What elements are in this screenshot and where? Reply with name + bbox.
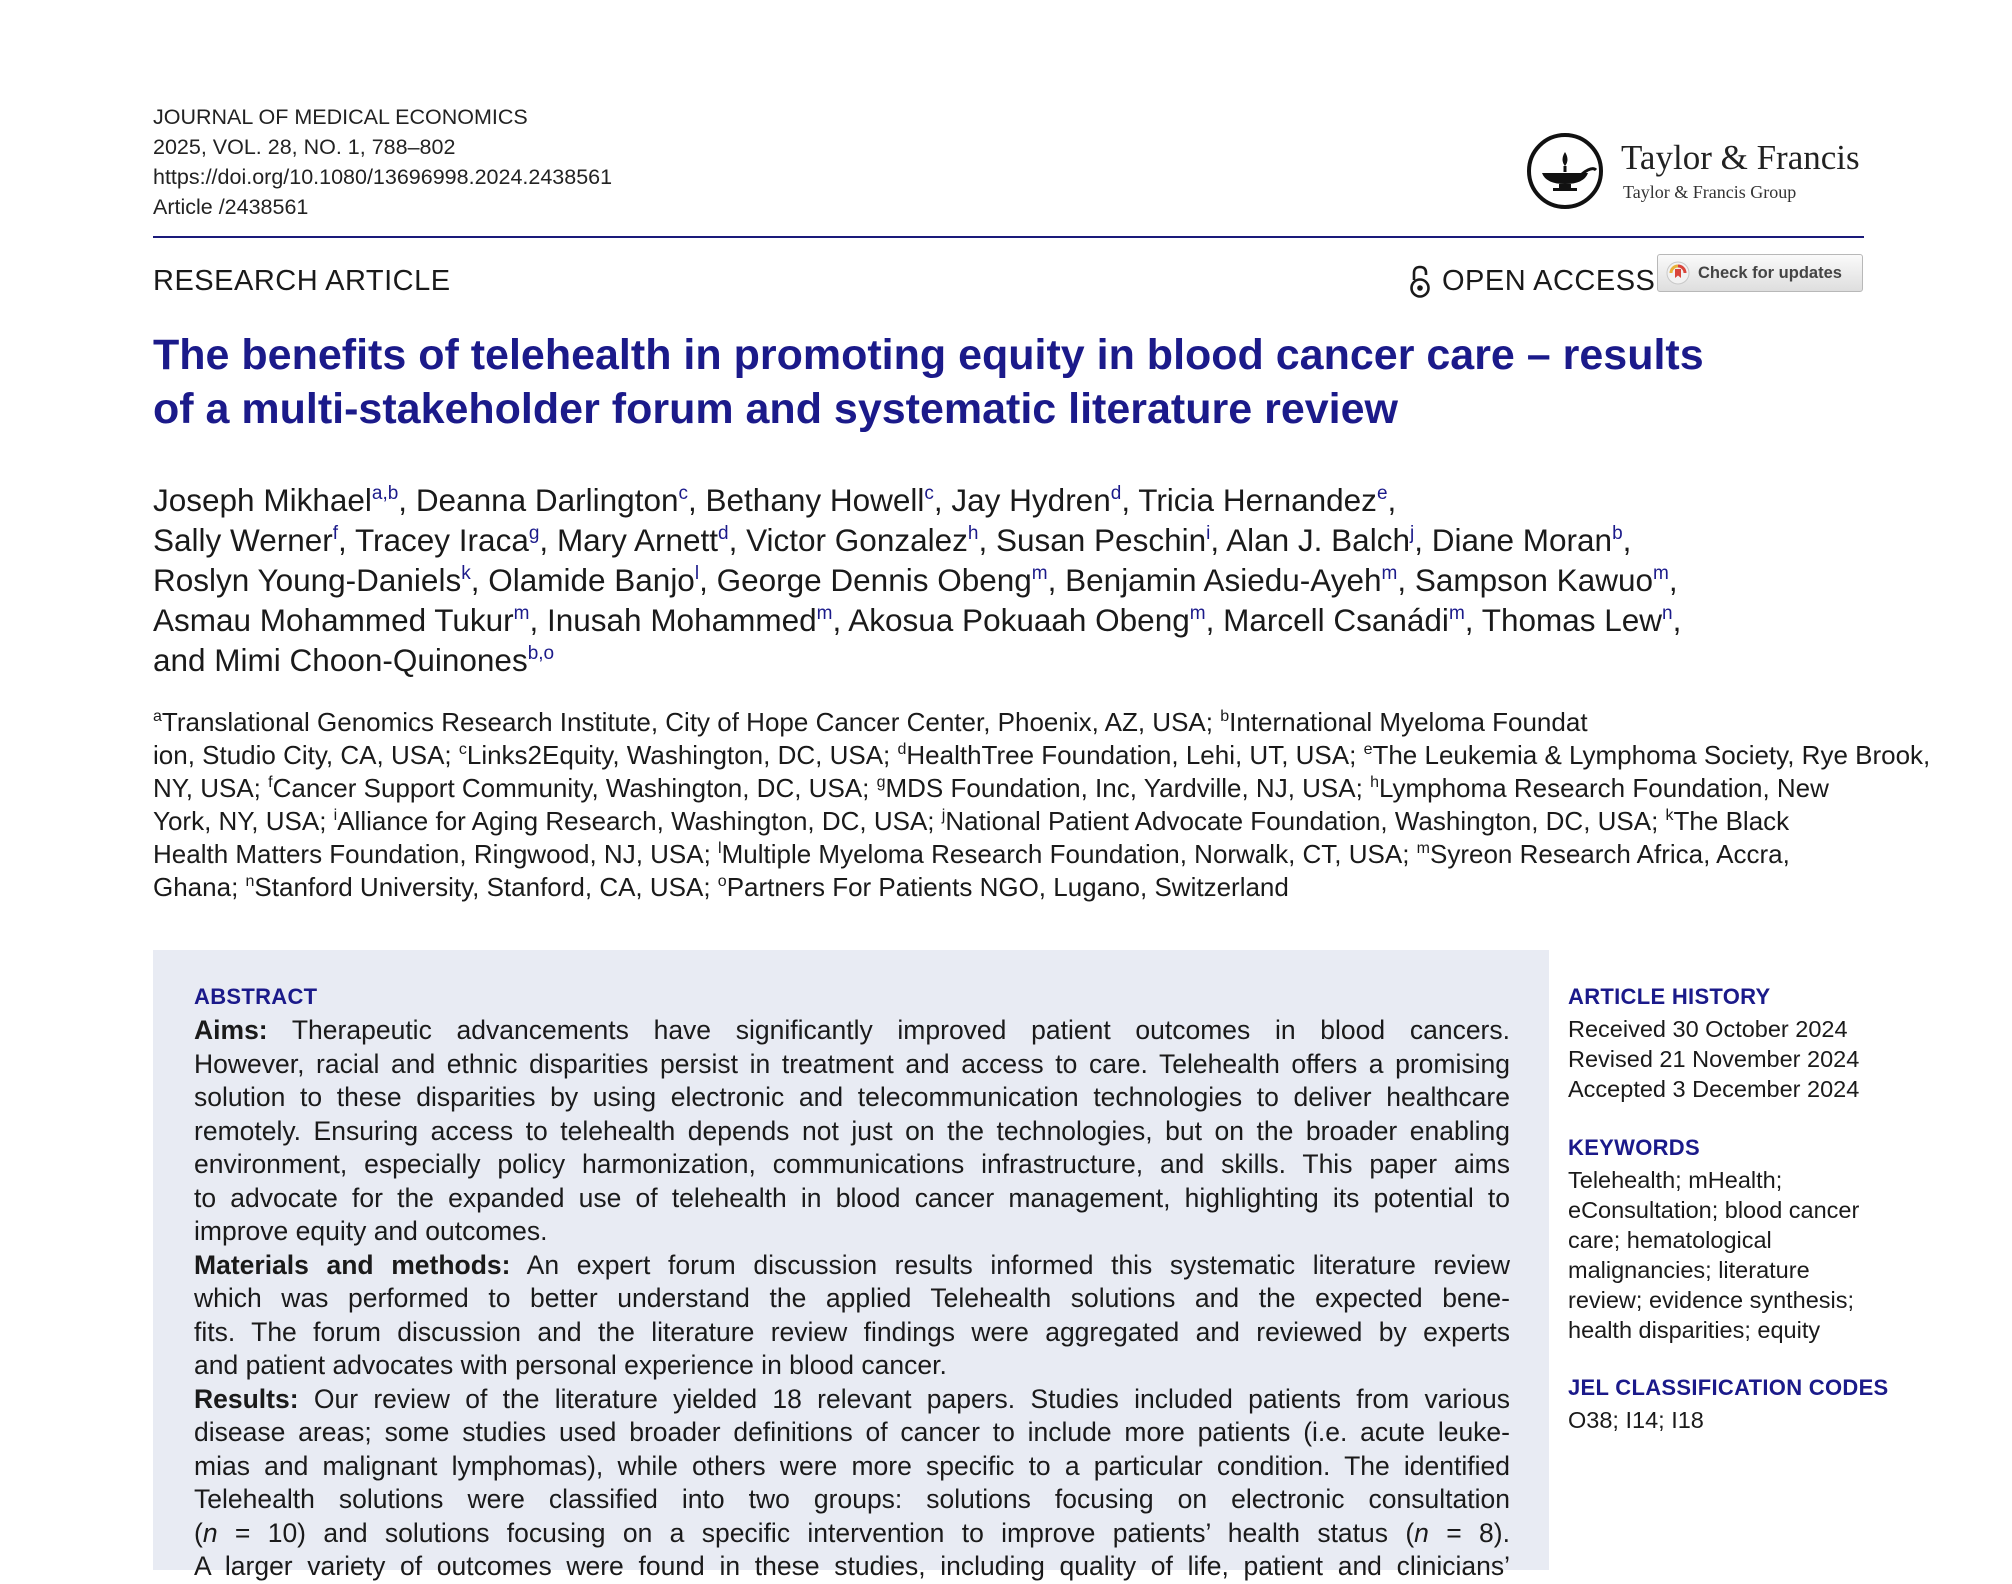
author-affiliation-mark[interactable]: n [1662, 603, 1673, 624]
author-affiliation-mark[interactable]: a,b [371, 483, 399, 504]
publisher-group: Taylor & Francis Group [1623, 182, 1797, 202]
abstract-line: (n = 10) and solutions focusing on a specific intervention to improve patients’ health status (n = 8). [194, 1517, 1510, 1548]
aims-label: Aims: [194, 1015, 268, 1045]
author-separator: , [1210, 522, 1227, 558]
header-rule [153, 236, 1864, 238]
affiliation-line [153, 805, 1930, 838]
revised-date: Revised 21 November 2024 [1568, 1046, 1860, 1072]
author-separator: , [338, 522, 355, 558]
keywords-line: health disparities; equity [1568, 1317, 1821, 1343]
affiliation-line [153, 871, 1930, 904]
abstract-heading: ABSTRACT [194, 984, 318, 1009]
affiliation-text: ion, Studio City, CA, USA; [153, 740, 459, 770]
abstract-line: Aims: Therapeutic advancements have significantly improved patient outcomes in blood cancers. [194, 1015, 1510, 1045]
author-name[interactable]: Deanna Darlington [415, 482, 679, 518]
keywords-line: eConsultation; blood cancer [1568, 1197, 1860, 1223]
affiliation-text: York, NY, USA; [153, 806, 334, 836]
author-line [153, 520, 1681, 560]
author-affiliation-mark[interactable]: m [816, 603, 833, 624]
author-line [153, 600, 1681, 640]
affiliations [153, 706, 1930, 904]
author-separator: , [1205, 602, 1224, 638]
author-list [153, 480, 1681, 680]
open-access-badge [1408, 264, 1655, 298]
open-access-label: OPEN ACCESS [1442, 264, 1656, 297]
author-affiliation-mark[interactable]: i [1206, 523, 1211, 544]
author-separator: , [1387, 482, 1397, 518]
abstract-line: mias and malignant lymphomas), while others were more specific to a particular condition. The identified [194, 1450, 1510, 1481]
keywords-line: review; evidence synthesis; [1568, 1287, 1855, 1313]
author-affiliation-mark[interactable]: b,o [527, 643, 555, 664]
author-affiliation-mark[interactable]: d [1110, 483, 1122, 504]
affiliation-mark: b [1220, 708, 1230, 725]
author-affiliation-mark[interactable]: m [1448, 603, 1465, 624]
abstract-line: remotely. Ensuring access to telehealth depends not just on the technologies, but on the broader enabling [194, 1115, 1510, 1146]
abstract-line: environment, especially policy harmonization, communications infrastructure, and skills. This paper aims [194, 1149, 1510, 1179]
affiliation-text: The Leukemia & Lymphoma Society, Rye Brook, [1372, 740, 1931, 770]
affiliation-mark: n [245, 873, 255, 890]
keywords-line: care; hematological [1568, 1227, 1772, 1253]
abstract-line: improve equity and outcomes. [194, 1216, 548, 1246]
article-number: Article /2438561 [153, 195, 309, 219]
affiliation-line [153, 739, 1930, 772]
affiliation-mark: g [876, 774, 886, 791]
author-separator: , [1414, 522, 1432, 558]
abstract-line: solution to these disparities by using electronic and telecommunication technologies to deliver healthcare [194, 1082, 1510, 1112]
abstract-line: Materials and methods: An expert forum discussion results informed this systematic literature review [194, 1249, 1511, 1280]
publisher-logo [1526, 132, 1864, 216]
author-separator: , [1121, 482, 1139, 518]
author-separator: , [1622, 522, 1632, 558]
author-separator: , [832, 602, 849, 638]
keywords-line: malignancies; literature [1568, 1257, 1810, 1283]
affiliation-text: The Black [1673, 806, 1790, 836]
author-affiliation-mark[interactable]: m [1653, 563, 1669, 584]
results-label: Results: [194, 1383, 299, 1414]
affiliation-mark: o [717, 873, 727, 890]
author-separator: , [933, 482, 952, 518]
author-name[interactable]: Benjamin Asiedu-Ayeh [1065, 562, 1382, 598]
author-separator: , [1668, 562, 1678, 598]
keywords-heading: KEYWORDS [1568, 1135, 1700, 1160]
affiliation-text: Cancer Support Community, Washington, DC, USA; [272, 773, 877, 803]
affiliation-mark: a [153, 708, 162, 725]
affiliation-text: International Myeloma Foundat [1229, 707, 1588, 737]
accepted-date: Accepted 3 December 2024 [1568, 1076, 1860, 1102]
affiliation-mark: f [268, 774, 273, 791]
affiliation-mark: h [1370, 774, 1379, 791]
author-name[interactable]: Sampson Kawuo [1414, 562, 1654, 598]
journal-name: JOURNAL OF MEDICAL ECONOMICS [153, 105, 528, 129]
abstract-body [194, 1014, 1510, 1584]
author-affiliation-mark[interactable]: k [461, 563, 471, 584]
affiliation-text: Lymphoma Research Foundation, New [1378, 773, 1829, 803]
author-separator: , [1672, 602, 1682, 638]
author-affiliation-mark[interactable]: g [528, 523, 540, 544]
author-name[interactable]: Susan Peschin [995, 522, 1207, 558]
author-name[interactable]: Tricia Hernandez [1138, 482, 1377, 518]
author-affiliation-mark[interactable]: f [332, 523, 339, 544]
check-for-updates-button[interactable] [1657, 254, 1863, 292]
bookmark-update-icon [1666, 261, 1690, 285]
jel-section [1568, 1375, 1889, 1435]
author-name[interactable]: Jay Hydren [951, 482, 1111, 518]
author-name[interactable]: and Mimi Choon-Quinones [153, 642, 528, 678]
author-name[interactable]: George Dennis Obeng [716, 562, 1032, 598]
affiliation-mark: c [458, 741, 467, 758]
author-name[interactable]: Roslyn Young-Daniels [153, 562, 462, 598]
title-line-1: The benefits of telehealth in promoting equity in blood cancer care – results [153, 331, 1704, 379]
author-separator: , [1047, 562, 1066, 598]
jel-heading: JEL CLASSIFICATION CODES [1568, 1375, 1889, 1400]
author-name[interactable]: Mary Arnett [556, 522, 718, 558]
affiliation-text: NY, USA; [153, 773, 269, 803]
history-heading: ARTICLE HISTORY [1568, 984, 1771, 1009]
author-line [153, 640, 1681, 680]
author-line [153, 480, 1681, 520]
author-affiliation-mark[interactable]: e [1376, 483, 1388, 504]
author-affiliation-mark[interactable]: j [1409, 523, 1415, 544]
affiliation-mark: m [1416, 840, 1430, 857]
affiliation-text: MDS Foundation, Inc, Yardville, NJ, USA; [885, 773, 1371, 803]
affiliation-text: Alliance for Aging Research, Washington, DC, USA; [337, 806, 942, 836]
affiliation-line [153, 706, 1930, 739]
author-name[interactable]: Sally Werner [153, 522, 333, 558]
author-affiliation-mark[interactable]: c [678, 483, 688, 504]
author-affiliation-mark[interactable]: l [694, 563, 700, 584]
abstract-line: A larger variety of outcomes were found in these studies, including quality of life, patient and clinicians’ [194, 1551, 1510, 1581]
author-affiliation-mark[interactable]: b [1612, 523, 1623, 544]
author-name[interactable]: Marcell Csanádi [1223, 602, 1449, 638]
affiliation-text: Ghana; [153, 872, 246, 902]
affiliation-text: Stanford University, Stanford, CA, USA; [254, 872, 718, 902]
author-name[interactable]: Olamide Banjo [488, 562, 695, 598]
abstract-line: Results: Our review of the literature yielded 18 relevant papers. Studies included patients from various [194, 1383, 1510, 1414]
abstract-line: which was performed to better understand the applied Telehealth solutions and the expected bene- [194, 1283, 1510, 1313]
author-affiliation-mark[interactable]: c [924, 483, 934, 504]
affiliation-text: Links2Equity, Washington, DC, USA; [466, 740, 898, 770]
affiliation-text: Translational Genomics Research Institute, City of Hope Cancer Center, Phoenix, AZ, USA; [161, 707, 1221, 737]
author-separator: , [470, 562, 489, 598]
author-affiliation-mark[interactable]: m [1189, 603, 1206, 624]
keywords-line: Telehealth; mHealth; [1568, 1167, 1783, 1193]
affiliation-line [153, 772, 1930, 805]
keywords-section [1568, 1135, 1868, 1345]
check-for-updates-label: Check for updates [1698, 263, 1842, 282]
doi-link[interactable]: https://doi.org/10.1080/13696998.2024.2438561 [153, 165, 613, 189]
title-line-2: of a multi-stakeholder forum and systematic literature review [153, 385, 1398, 433]
received-date: Received 30 October 2024 [1568, 1016, 1848, 1042]
lamp-logo-icon [1526, 132, 1604, 210]
article-title [153, 328, 1863, 436]
author-separator: , [398, 482, 416, 518]
author-name[interactable]: Akosua Pokuaah Obeng [848, 602, 1190, 638]
affiliation-text: Partners For Patients NGO, Lugano, Switzerland [726, 872, 1289, 902]
abstract-line: to advocate for the expanded use of telehealth in blood cancer management, highlighting its potential to [194, 1182, 1510, 1213]
author-name[interactable]: Inusah Mohammed [546, 602, 817, 638]
article-type: RESEARCH ARTICLE [153, 265, 451, 297]
affiliation-mark: k [1665, 807, 1674, 824]
author-separator: , [529, 602, 547, 638]
affiliation-line [153, 838, 1930, 871]
jel-codes: O38; I14; I18 [1568, 1407, 1704, 1433]
author-separator: , [1464, 602, 1482, 638]
affiliation-mark: j [941, 807, 946, 824]
author-affiliation-mark[interactable]: m [1031, 563, 1048, 584]
abstract-line: Telehealth solutions were classified into two groups: solutions focusing on electronic consultation [194, 1484, 1510, 1514]
affiliation-text: Syreon Research Africa, Accra, [1429, 839, 1790, 869]
author-name[interactable]: Asmau Mohammed Tukur [153, 602, 514, 638]
author-separator: , [1397, 562, 1415, 598]
abstract-line: disease areas; some studies used broader definitions of cancer to include more patients (i.e. acute leuke- [194, 1417, 1510, 1447]
affiliation-text: Health Matters Foundation, Ringwood, NJ, USA; [153, 839, 719, 869]
author-line [153, 560, 1681, 600]
affiliation-mark: i [333, 807, 338, 824]
author-separator: , [688, 482, 706, 518]
author-separator: , [978, 522, 996, 558]
author-separator: , [699, 562, 717, 598]
open-lock-icon [1408, 264, 1432, 298]
author-name[interactable]: Tracey Iraca [354, 522, 529, 558]
affiliation-text: HealthTree Foundation, Lehi, UT, USA; [906, 740, 1364, 770]
abstract-line: and patient advocates with personal experience in blood cancer. [194, 1350, 947, 1380]
abstract-line: However, racial and ethnic disparities persist in treatment and access to care. Telehealth offers a promising [194, 1048, 1510, 1079]
author-name[interactable]: Joseph Mikhael [153, 482, 372, 518]
author-name[interactable]: Bethany Howell [705, 482, 925, 518]
publisher-name: Taylor & Francis [1621, 138, 1860, 177]
author-affiliation-mark[interactable]: h [967, 523, 979, 544]
affiliation-mark: e [1363, 741, 1373, 758]
author-separator: , [728, 522, 747, 558]
author-name[interactable]: Diane Moran [1431, 522, 1613, 558]
author-name[interactable]: Victor Gonzalez [746, 522, 968, 558]
author-affiliation-mark[interactable]: m [513, 603, 530, 624]
affiliation-text: Multiple Myeloma Research Foundation, Norwalk, CT, USA; [721, 839, 1417, 869]
author-affiliation-mark[interactable]: d [718, 523, 729, 544]
author-separator: , [539, 522, 557, 558]
abstract-line: fits. The forum discussion and the literature review findings were aggregated and reviewed by experts [194, 1316, 1510, 1347]
volume-info: 2025, VOL. 28, NO. 1, 788–802 [153, 135, 456, 159]
affiliation-mark: l [718, 840, 722, 857]
author-name[interactable]: Alan J. Balch [1226, 522, 1410, 558]
affiliation-text: National Patient Advocate Foundation, Washington, DC, USA; [945, 806, 1666, 836]
author-affiliation-mark[interactable]: m [1381, 563, 1398, 584]
author-name[interactable]: Thomas Lew [1481, 602, 1663, 638]
journal-header [153, 102, 612, 222]
article-history [1568, 984, 1868, 1104]
methods-label: Materials and methods: [194, 1249, 511, 1280]
affiliation-mark: d [897, 741, 907, 758]
